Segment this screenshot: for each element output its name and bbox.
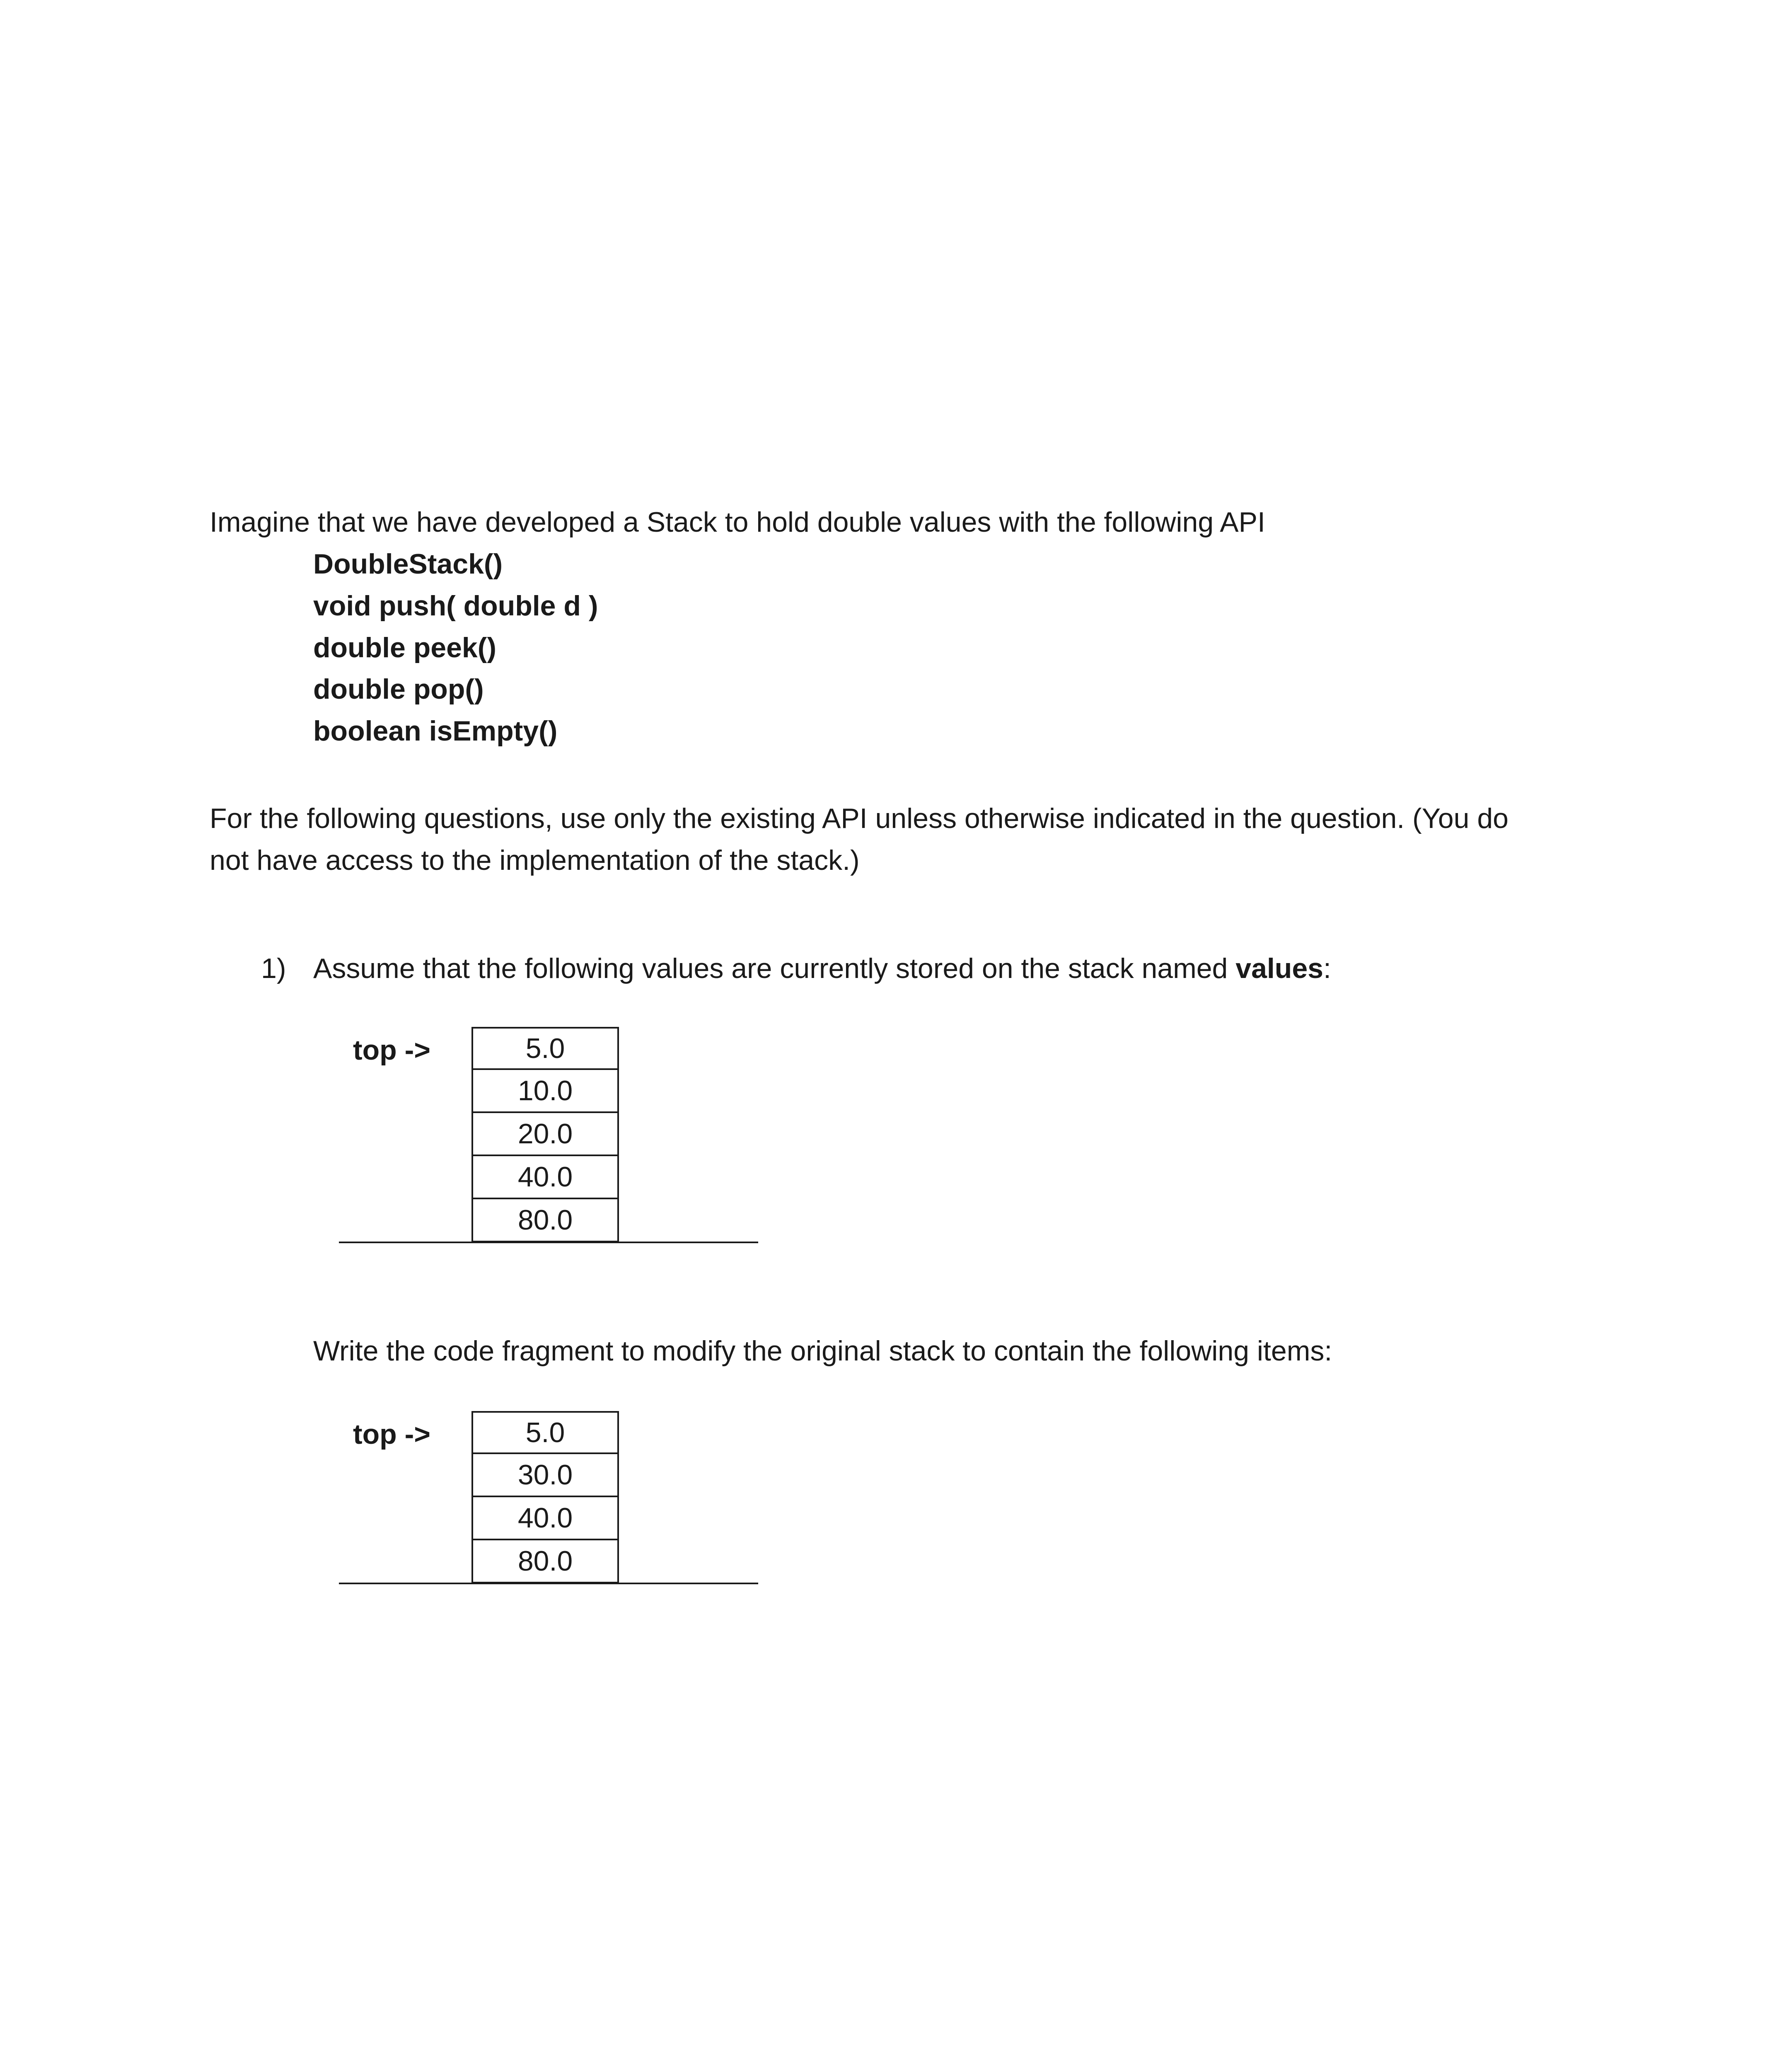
api-item: double peek()	[313, 632, 497, 663]
stack-cell: 5.0	[471, 1411, 619, 1454]
stack-cell: 80.0	[471, 1540, 619, 1583]
question-text-before: Assume that the following values are currently stored on the stack named	[313, 953, 1236, 984]
stack-cell: 10.0	[471, 1070, 619, 1113]
api-item: boolean isEmpty()	[313, 715, 558, 747]
api-item: double pop()	[313, 673, 484, 705]
instructions-line: not have access to the implementation of the stack.)	[210, 845, 860, 876]
stack-cell: 5.0	[471, 1027, 619, 1070]
stack-cell: 40.0	[471, 1156, 619, 1199]
stack-cell: 30.0	[471, 1454, 619, 1497]
stack-cell: 40.0	[471, 1497, 619, 1540]
api-item: DoubleStack()	[313, 548, 503, 580]
question-text	[313, 954, 1331, 983]
stack-cell: 80.0	[471, 1199, 619, 1242]
stack-baseline	[339, 1583, 758, 1584]
task-text: Write the code fragment to modify the original stack to contain the following items:	[313, 1335, 1332, 1367]
instructions-line: For the following questions, use only the existing API unless otherwise indicated in the question. (You do	[210, 803, 1509, 834]
original-stack	[471, 1027, 619, 1242]
api-item: void push( double d )	[313, 590, 598, 622]
target-stack	[471, 1411, 619, 1583]
top-pointer-label: top ->	[353, 1418, 430, 1450]
stack-baseline	[339, 1242, 758, 1243]
intro-text: Imagine that we have developed a Stack to hold double values with the following API	[210, 506, 1265, 538]
stack-name: values	[1235, 953, 1323, 984]
top-pointer-label: top ->	[353, 1034, 430, 1066]
question-number: 1)	[261, 953, 286, 984]
stack-cell: 20.0	[471, 1113, 619, 1156]
question-text-after: :	[1323, 953, 1331, 984]
